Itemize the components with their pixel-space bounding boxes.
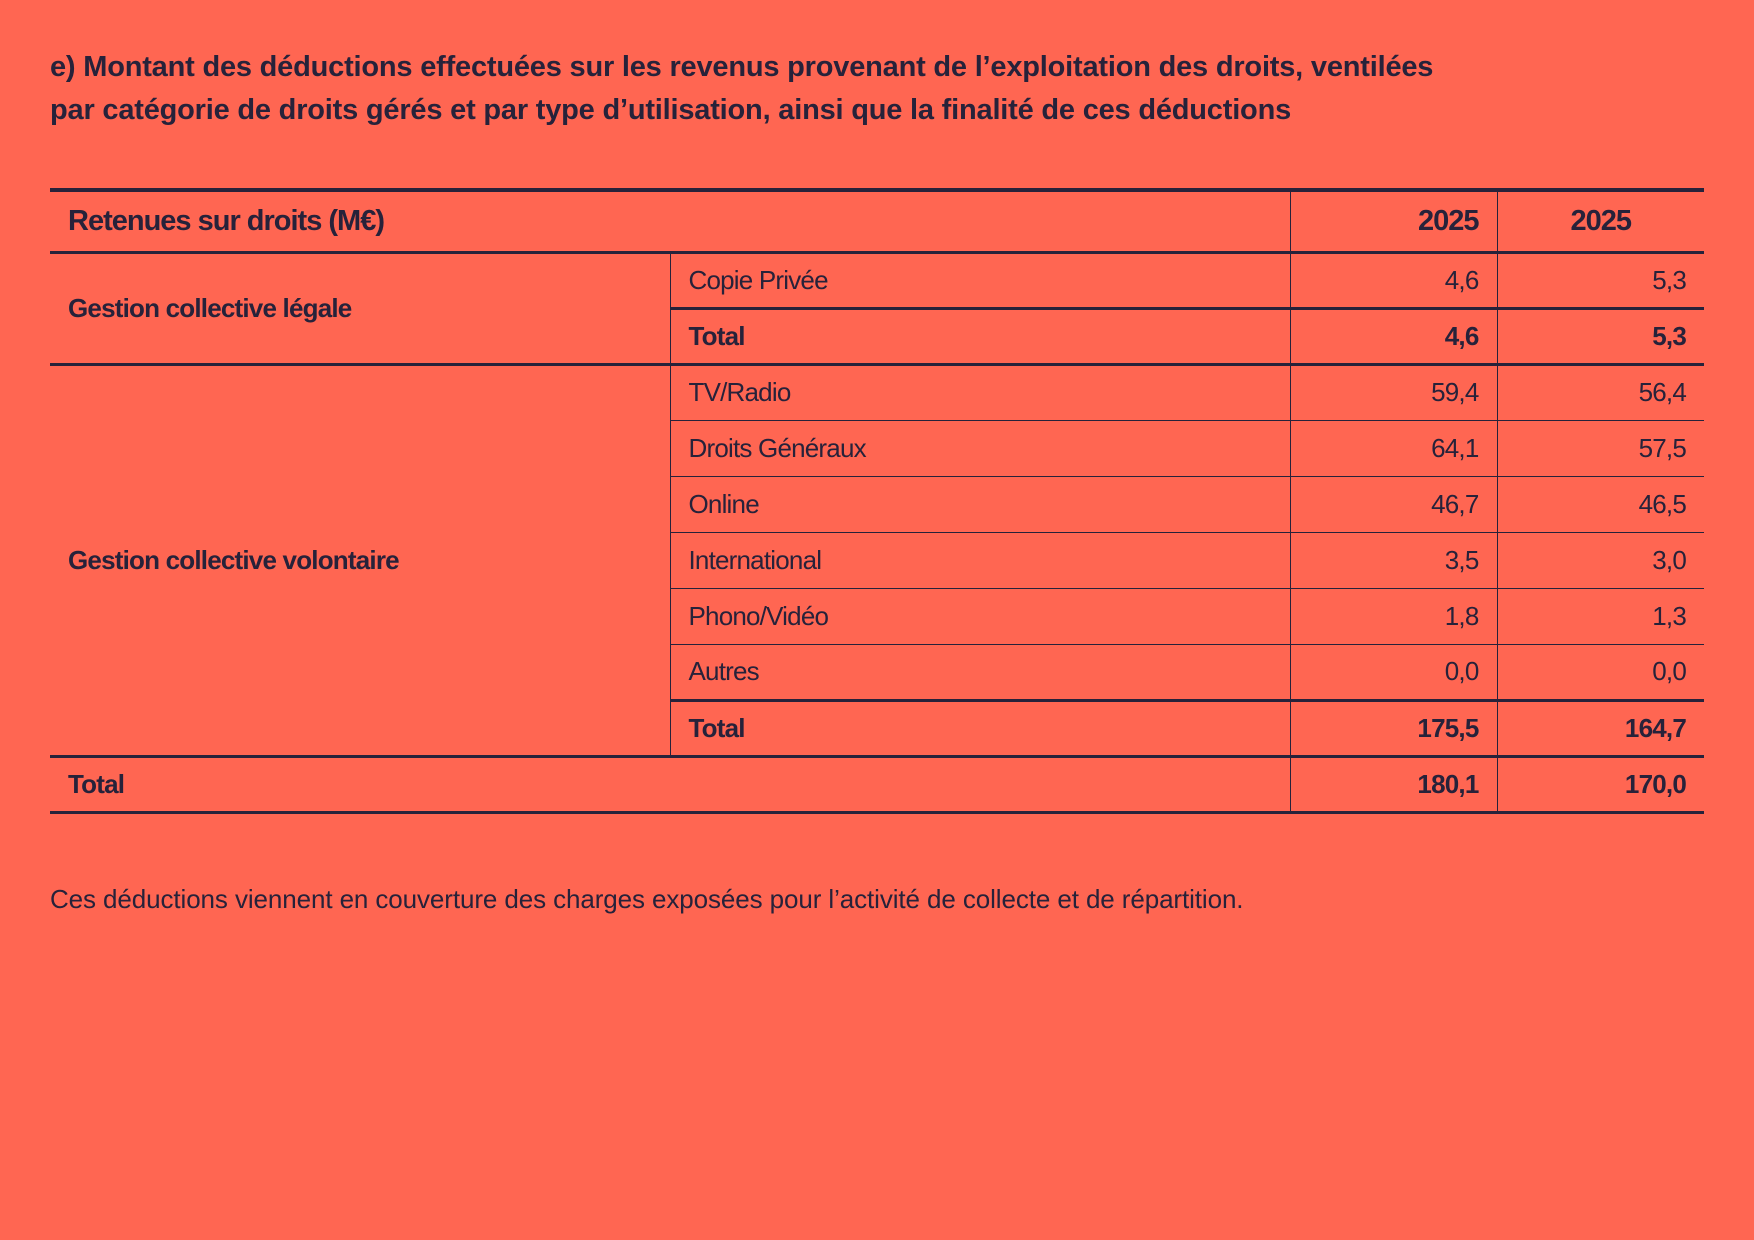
row-value-1: 3,5 bbox=[1290, 532, 1497, 588]
row-value-1: 1,8 bbox=[1290, 588, 1497, 644]
section-title-line-1: e) Montant des déductions effectuées sur les revenus provenant de l’exploitation des droits, ventilées bbox=[50, 51, 1434, 83]
row-label: TV/Radio bbox=[670, 364, 1290, 420]
header-year-2: 2025 bbox=[1497, 190, 1704, 252]
subtotal-label: Total bbox=[670, 308, 1290, 364]
row-value-1: 4,6 bbox=[1290, 252, 1497, 308]
row-label: Autres bbox=[670, 644, 1290, 700]
row-value-2: 0,0 bbox=[1497, 644, 1704, 700]
row-value-2: 46,5 bbox=[1497, 476, 1704, 532]
footnote: Ces déductions viennent en couverture des charges exposées pour l’activité de collecte et de répartition. bbox=[50, 884, 1244, 914]
subtotal-value-2: 5,3 bbox=[1497, 308, 1704, 364]
table-row bbox=[50, 252, 1704, 308]
header-year-1: 2025 bbox=[1290, 190, 1497, 252]
row-label: Droits Généraux bbox=[670, 420, 1290, 476]
row-value-2: 3,0 bbox=[1497, 532, 1704, 588]
row-value-2: 56,4 bbox=[1497, 364, 1704, 420]
header-label: Retenues sur droits (M€) bbox=[50, 190, 1290, 252]
section-title-line-2: par catégorie de droits gérés et par type d’utilisation, ainsi que la finalité de ces déductions bbox=[50, 94, 1292, 126]
group-label-voluntary: Gestion collective volontaire bbox=[50, 364, 670, 756]
grand-total-value-1: 180,1 bbox=[1290, 756, 1497, 812]
subtotal-value-1: 4,6 bbox=[1290, 308, 1497, 364]
grand-total-value-2: 170,0 bbox=[1497, 756, 1704, 812]
row-value-1: 0,0 bbox=[1290, 644, 1497, 700]
section-title bbox=[50, 46, 1704, 132]
table-row bbox=[50, 364, 1704, 420]
row-label: Online bbox=[670, 476, 1290, 532]
row-label: Copie Privée bbox=[670, 252, 1290, 308]
row-value-1: 59,4 bbox=[1290, 364, 1497, 420]
grand-total-row bbox=[50, 756, 1704, 812]
row-value-1: 64,1 bbox=[1290, 420, 1497, 476]
subtotal-value-2: 164,7 bbox=[1497, 700, 1704, 756]
row-value-2: 1,3 bbox=[1497, 588, 1704, 644]
group-label-legal: Gestion collective légale bbox=[50, 252, 670, 364]
row-value-2: 57,5 bbox=[1497, 420, 1704, 476]
row-value-2: 5,3 bbox=[1497, 252, 1704, 308]
subtotal-value-1: 175,5 bbox=[1290, 700, 1497, 756]
page bbox=[50, 46, 1704, 914]
row-label: Phono/Vidéo bbox=[670, 588, 1290, 644]
deductions-table bbox=[50, 188, 1704, 814]
row-value-1: 46,7 bbox=[1290, 476, 1497, 532]
row-label: International bbox=[670, 532, 1290, 588]
grand-total-label: Total bbox=[50, 756, 1290, 812]
table-header-row bbox=[50, 190, 1704, 252]
subtotal-label: Total bbox=[670, 700, 1290, 756]
